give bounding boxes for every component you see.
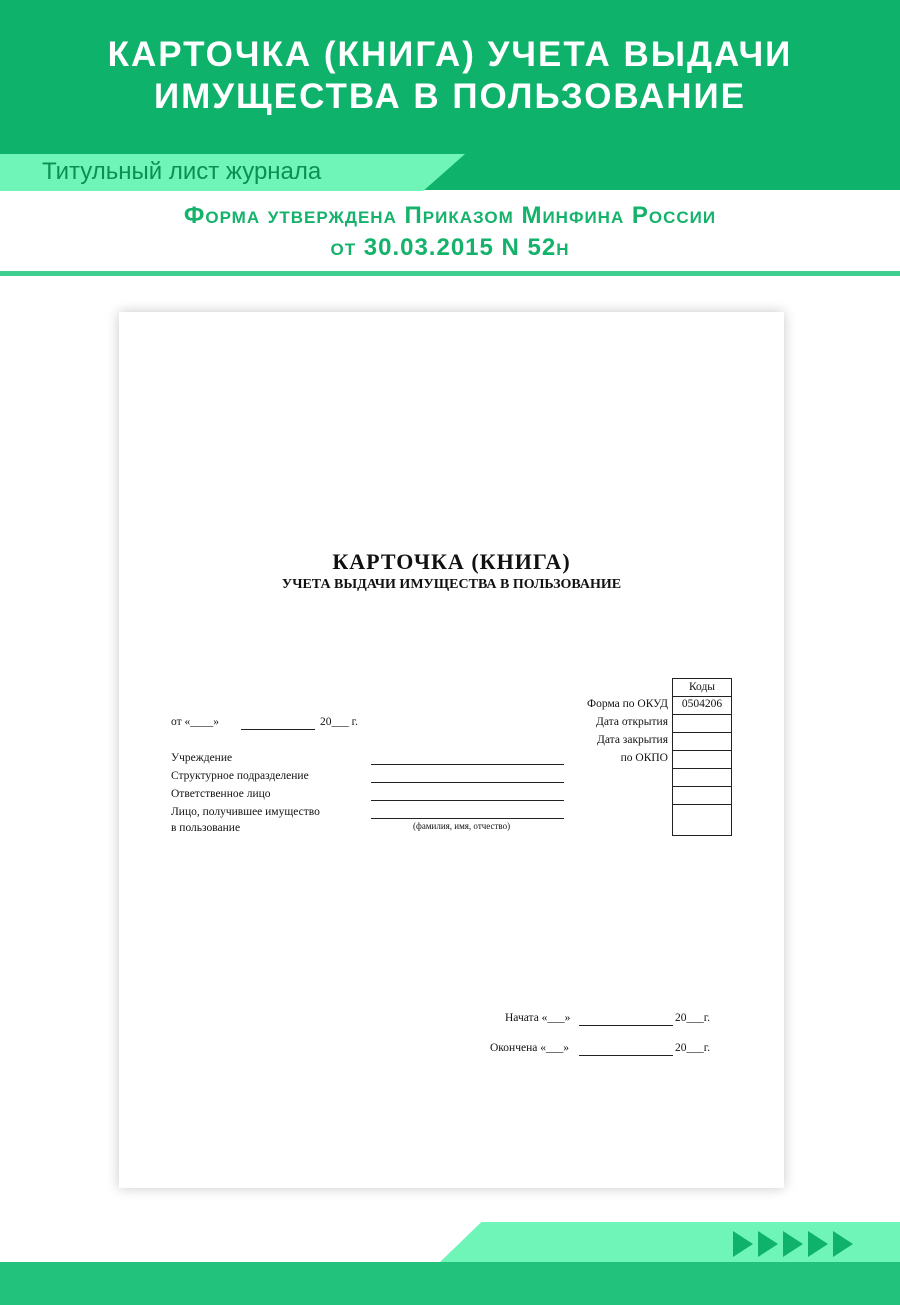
date-month-line xyxy=(241,729,315,730)
approval-line1: Форма утверждена Приказом Минфина России xyxy=(183,202,717,229)
field-institution-line xyxy=(371,764,564,765)
document-subtitle: УЧЕТА ВЫДАЧИ ИМУЩЕСТВА В ПОЛЬЗОВАНИЕ xyxy=(281,577,622,592)
started-label: Начата «___» xyxy=(505,1012,571,1024)
field-department-line xyxy=(371,782,564,783)
document-page xyxy=(119,312,784,1188)
approval-text xyxy=(0,200,900,264)
field-recipient-label: Лицо, получившее имущество xyxy=(171,806,320,818)
fio-hint: (фамилия, имя, отчество) xyxy=(413,821,511,831)
codes-row-divider xyxy=(673,786,731,787)
arrows-icon xyxy=(733,1229,857,1259)
date-prefix: от «____» xyxy=(171,716,219,728)
page-title-line2: ИМУЩЕСТВА В ПОЛЬЗОВАНИЕ xyxy=(153,77,747,116)
field-institution-label: Учреждение xyxy=(171,752,233,764)
codes-table xyxy=(672,678,732,836)
field-responsible-line xyxy=(371,800,564,801)
finished-label: Окончена «___» xyxy=(490,1042,569,1054)
page-title xyxy=(0,34,900,118)
codes-label-close-date: Дата закрытия xyxy=(597,734,668,746)
codes-row-divider xyxy=(673,804,731,805)
codes-row-divider xyxy=(673,750,731,751)
field-responsible-label: Ответственное лицо xyxy=(171,788,271,800)
codes-label-okud: Форма по ОКУД xyxy=(587,698,668,710)
codes-row-divider xyxy=(673,768,731,769)
approval-line2: от 30.03.2015 N 52н xyxy=(330,234,570,261)
field-recipient-label-cont: в пользование xyxy=(171,822,241,834)
subtitle: Титульный лист журнала xyxy=(42,158,322,185)
codes-row-divider xyxy=(673,714,731,715)
codes-label-open-date: Дата открытия xyxy=(596,716,668,728)
finished-year: 20___г. xyxy=(675,1042,711,1054)
codes-label-okpo: по ОКПО xyxy=(620,752,668,764)
finished-line xyxy=(579,1055,673,1056)
date-year: 20___ г. xyxy=(320,716,358,728)
divider-line xyxy=(0,271,900,276)
field-department-label: Структурное подразделение xyxy=(171,770,309,782)
page-title-line1: КАРТОЧКА (КНИГА) УЧЕТА ВЫДАЧИ xyxy=(107,35,793,74)
started-year: 20___г. xyxy=(675,1012,711,1024)
codes-row-divider xyxy=(673,732,731,733)
document-title: КАРТОЧКА (КНИГА) xyxy=(332,549,571,574)
codes-header: Коды xyxy=(688,681,716,693)
codes-row-divider xyxy=(673,696,731,697)
codes-value-okud: 0504206 xyxy=(681,698,723,710)
footer-band xyxy=(0,1262,900,1305)
started-line xyxy=(579,1025,673,1026)
field-recipient-line xyxy=(371,818,564,819)
